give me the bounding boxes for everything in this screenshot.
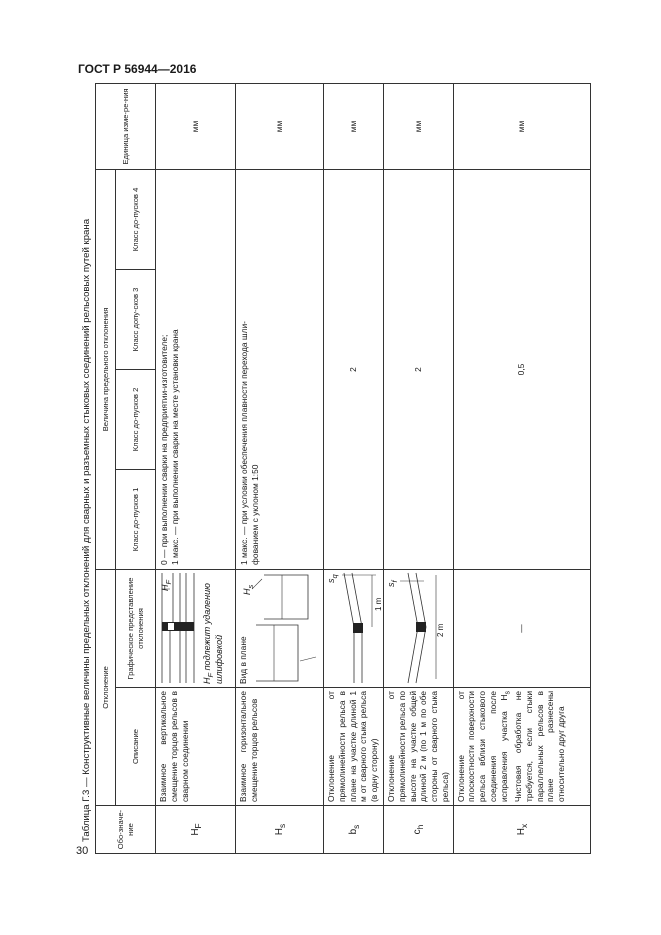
row-symbol: $H_F$ (156, 806, 236, 854)
page-number: 30 (76, 845, 89, 857)
row-description: Отклонение от прямолинейности рельса по высоте на участке общей длиной 2 м (по 1 м по обе стороны от сварного стыка рельса) (384, 688, 454, 806)
fig-label: $H_s$ (242, 584, 255, 595)
fig-caption: Вид в плане (238, 636, 248, 684)
row-symbol: $b_s$ (324, 806, 384, 854)
row-unit: мм (236, 83, 324, 169)
table-caption: Таблица Г.3 — Конструктивные величины предельных отклонений для сварных и разъемных стыковых соединений рельсовых путей крана (81, 218, 92, 842)
row-figure (156, 569, 236, 687)
header-row-2 (116, 83, 134, 853)
row-symbol: $c_h$ (384, 806, 454, 854)
fig-label: $H_F$ (160, 579, 173, 591)
row-symbol: $H_s$ (236, 806, 324, 854)
row-figure (384, 569, 454, 687)
table-row (156, 83, 236, 853)
plan-straightness-figure (324, 569, 384, 687)
header-class-1: Класс до-пусков 1 (116, 469, 156, 569)
row-symbol: $H_x$ (453, 806, 590, 854)
fig-dimension: 2 m (436, 623, 445, 637)
table-row (384, 83, 454, 853)
header-deviation: Отклонение (96, 569, 116, 805)
document-header: ГОСТ Р 56944—2016 (78, 62, 197, 76)
row-figure (324, 569, 384, 687)
table-row (453, 83, 590, 853)
table-row (324, 83, 384, 853)
row-unit: мм (453, 83, 590, 169)
fig-note: $H_F$ подлежит удалению шлифовкой (202, 583, 224, 684)
row-description: Взаимное горизонтальное смещение торцов рельсов (236, 688, 324, 806)
row-description: Отклонение от прямолинейности рельса в плане на участке длиной 1 м от сварного стыка рельса (в одну сторону) (324, 688, 384, 806)
header-limit: Величина предельного отклонения (96, 169, 116, 569)
table-row (236, 83, 324, 853)
header-class-2: Класс до-пусков 2 (116, 369, 156, 469)
row-unit: мм (156, 83, 236, 169)
fig-label: $s_q$ (326, 574, 339, 583)
row-limit-value: 2 (324, 169, 384, 569)
header-class-3: Класс допу-сков 3 (116, 269, 156, 369)
rotated-table-block (81, 84, 581, 854)
header-description: Описание (116, 688, 156, 806)
header-row-1 (96, 83, 116, 853)
header-unit: Единица изме-ре-ния (96, 83, 156, 169)
row-figure: — (453, 569, 590, 687)
fig-dimension: 1 m (374, 597, 383, 611)
row-limit-value: 1 макс. — при условии обеспечения плавности перехода шли- фованием с уклоном 1:50 (236, 169, 324, 569)
row-description: Взаимное вертикальное смещение торцов рельсов в сварном соединении (156, 688, 236, 806)
fig-label: $s_f$ (386, 580, 399, 587)
row-figure (236, 569, 324, 687)
deviation-table (95, 83, 591, 854)
header-class-4: Класс до-пусков 4 (116, 169, 156, 269)
row-limit-value: 0 — при выполнении сварки на предприятии-изготовителе; 1 макс. — при выполнении сварки на месте установки крана (156, 169, 236, 569)
row-unit: мм (324, 83, 384, 169)
header-graphic: Графическое представление отклонения (116, 569, 156, 687)
row-limit-value: 0,5 (453, 169, 590, 569)
row-limit-value: 2 (384, 169, 454, 569)
row-description: Отклонение от плоскостности поверхности рельса вблизи стыкового соединения после исправления участка $H_s$ Чистовая обработка не требуется, если стыки параллельных рельсов в плане разнесены относительно друг друга (453, 688, 590, 806)
header-symbol: Обо-значе-ние (96, 806, 156, 854)
row-unit: мм (384, 83, 454, 169)
